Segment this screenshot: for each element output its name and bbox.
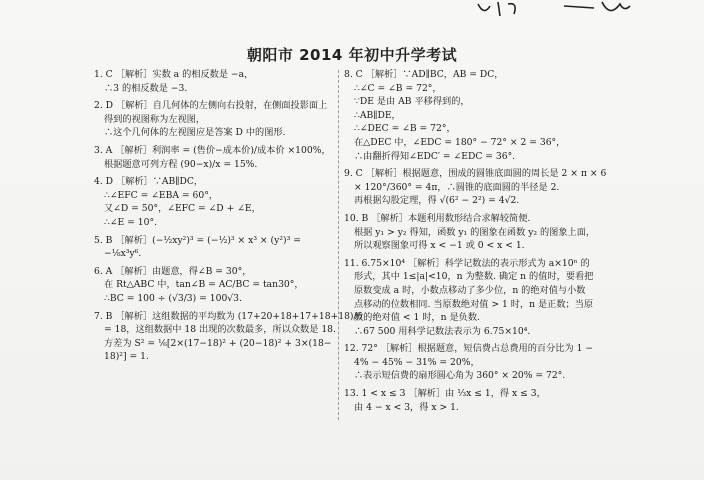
answer-line: ∴BC = 100 ÷ (√3/3) = 100√3. xyxy=(104,292,242,304)
answer-line: ∴3 的相反数是 −3. xyxy=(104,82,188,94)
answer-line: ∴∠C = ∠B = 72°， xyxy=(354,82,442,94)
column-divider xyxy=(338,70,339,420)
answer-line: 数的绝对值 < 1 时，n 是负数. xyxy=(354,312,480,324)
answer-line: ∴这个几何体的左视图应是答案 D 中的图形. xyxy=(104,127,286,139)
handwriting-mark xyxy=(474,0,634,22)
answer-item xyxy=(344,387,622,414)
answer-item xyxy=(344,68,622,163)
page-title: 朝阳市 2014 年初中升学考试 xyxy=(246,46,458,64)
answer-line: 5. B ［解析］(−½xy²)³ = (−½)³ × x³ × (y²)³ = xyxy=(94,234,301,246)
answer-line: 11. 6.75×10⁴ ［解析］科学记数法的表示形式为 a×10ⁿ 的 xyxy=(344,257,590,269)
answer-line: = 18，这组数据中 18 出现的次数最多，所以众数是 18. xyxy=(104,324,336,336)
answer-line: 2. D ［解析］自几何体的左侧向右投射，在侧面投影面上 xyxy=(94,100,328,112)
answer-line: ∴∠DEC = ∠B = 72°， xyxy=(354,123,456,135)
answer-line: 点移动的位数相同. 当原数绝对值 > 1 时，n 是正数；当原 xyxy=(354,298,594,310)
answer-line: 1. C ［解析］实数 a 的相反数是 −a， xyxy=(94,69,254,80)
answer-line: 18)²] = 1. xyxy=(104,351,149,363)
right-column xyxy=(344,68,622,418)
answer-line: 原数变成 a 时，小数点移动了多少位，n 的绝对值与小数 xyxy=(354,284,586,296)
answer-item xyxy=(94,234,334,261)
answer-line: × 120°/360° = 4π，∴圆锥的底面圆的半径是 2. xyxy=(354,181,560,193)
answer-item xyxy=(94,99,334,140)
left-column xyxy=(94,68,363,368)
answer-line: 13. 1 < x ≤ 3 ［解析］由 ⅓x ≤ 1，得 x ≤ 3， xyxy=(344,388,546,400)
answer-line: ∴AB∥DE， xyxy=(354,109,401,121)
answer-line: 9. C ［解析］根据题意，围成的圆锥底面圆的周长是 2 × π × 6 xyxy=(344,168,607,180)
answer-line: ∴表示短信费的扇形圆心角为 360° × 20% = 72°. xyxy=(354,370,566,382)
answer-line: 得到的视图称为左视图， xyxy=(104,113,206,125)
answer-item xyxy=(344,167,622,208)
answer-line: 6. A ［解析］由题意，得∠B = 30°， xyxy=(94,265,252,277)
answer-line: 根据题意可列方程 (90−x)/x = 15%. xyxy=(104,158,258,170)
answer-line: 再根据勾股定理，得 √(6² − 2²) = 4√2. xyxy=(354,195,520,207)
answer-line: 在△DEC 中，∠EDC = 180° − 72° × 2 = 36°， xyxy=(354,136,566,148)
answer-line: ∴∠EFC = ∠EBA = 60°， xyxy=(104,189,218,201)
answer-line: 形式，其中 1≤|a|<10，n 为整数. 确定 n 的值时，要看把 xyxy=(354,271,594,283)
answer-line: 4. D ［解析］∵AB∥DC， xyxy=(94,176,204,188)
answer-line: 根据 y₁ > y₂ 得知，函数 y₁ 的图象在函数 y₂ 的图象上面， xyxy=(354,226,596,238)
answer-item xyxy=(94,68,334,95)
answer-line: 10. B ［解析］本题利用数形结合求解较简便. xyxy=(344,212,531,224)
answer-item xyxy=(94,144,334,171)
answer-line: 4% − 45% − 31% = 20%， xyxy=(354,356,480,368)
answer-line: 在 Rt△ABC 中，tan∠B = AC/BC = tan30°， xyxy=(104,279,304,291)
answer-item xyxy=(344,257,622,339)
answer-line: 8. C ［解析］∵AD∥BC，AB = DC， xyxy=(344,69,504,80)
answer-item xyxy=(94,175,334,229)
answer-line: ∴由翻折得知∠EDC′ = ∠EDC = 36°. xyxy=(354,150,516,162)
answer-item xyxy=(94,265,334,306)
answer-line: 12. 72° ［解析］根据题意，短信费占总费用的百分比为 1 − xyxy=(344,343,594,355)
answer-line: ∴∠E = 10°. xyxy=(104,216,157,228)
answer-line: 又∠D = 50°，∠EFC = ∠D + ∠E， xyxy=(104,203,261,215)
answer-line: 所以观察图象可得 x < −1 或 0 < x < 1. xyxy=(354,240,525,252)
answer-line: 方差为 S² = ⅙[2×(17−18)² + (20−18)² + 3×(18− xyxy=(104,337,332,349)
answer-line: ∵DE 是由 AB 平移得到的， xyxy=(354,96,470,108)
answer-item xyxy=(344,212,622,253)
answer-line: 3. A ［解析］利润率 = (售价−成本价)/成本价 ×100%， xyxy=(94,144,331,156)
answer-item xyxy=(344,342,622,383)
answer-line: ∴67 500 用科学记数法表示为 6.75×10⁴. xyxy=(354,325,531,337)
answer-item xyxy=(94,310,363,364)
answer-line: −⅛x³y⁶. xyxy=(104,248,142,260)
answer-line: 由 4 − x < 3，得 x > 1. xyxy=(354,401,459,413)
answer-line: 7. B ［解析］这组数据的平均数为 (17+20+18+17+18+18)/6 xyxy=(94,310,363,322)
